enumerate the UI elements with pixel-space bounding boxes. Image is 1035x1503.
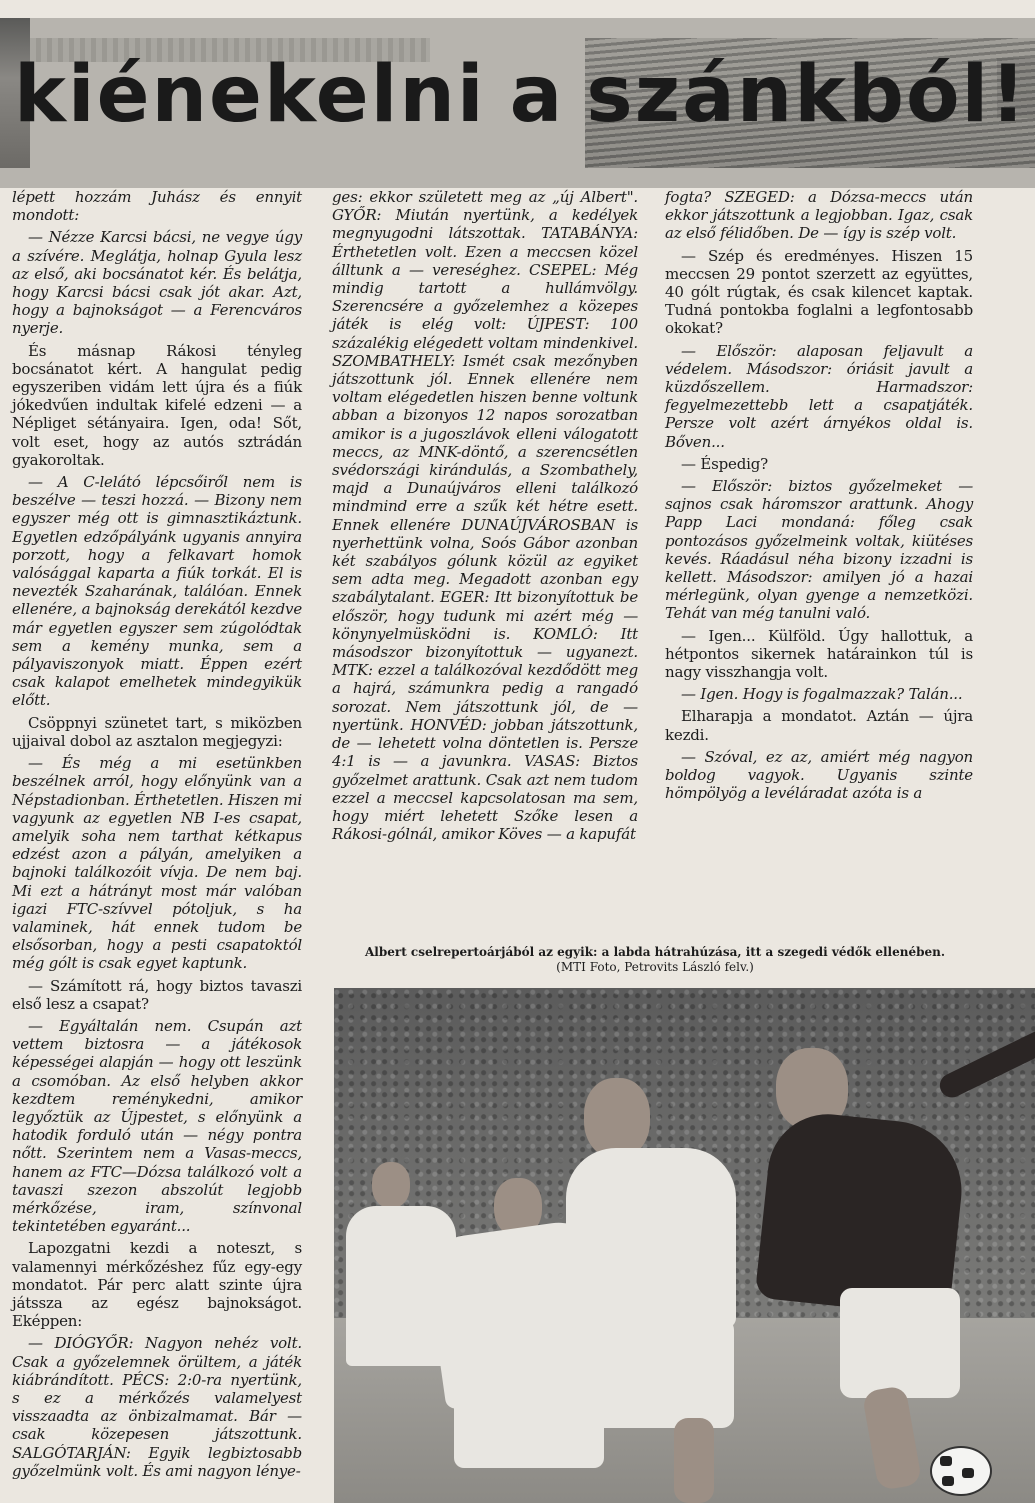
paragraph: — A C-lelátó lépcsőiről nem is beszélve — teszi hozzá. — Bizony nem egyszer még ott is gimnasztikáztunk. Egyetlen edzőpályánk ugyanis annyira porzott, hogy a felkavart homok valósággal kaparta a fiúk torkát. El is nevezték Szaharának, találóan. Ennek ellenére, a bajnokság derekától kezdve már egyetlen egyszer sem zúgolódtak sem a kemény munka, sem a pályaviszonyok miatt. Éppen ezért csak kalapot emelhetek mindegyikük előtt. bbox=[12, 473, 302, 710]
paragraph: lépett hozzám Juhász és ennyit mondott: bbox=[12, 188, 302, 225]
player-dark-shorts bbox=[840, 1288, 960, 1398]
player-white-2-head bbox=[584, 1078, 650, 1158]
paragraph: — Szóval, ez az, amiért még nagyon boldog vagyok. Ugyanis szinte hömpölyög a levéláradat azóta is a bbox=[665, 747, 973, 803]
player-white-1-shorts bbox=[454, 1378, 604, 1468]
player-white-2-leg bbox=[674, 1418, 714, 1503]
paragraph: — Szép és eredményes. Hiszen 15 meccsen 29 pontot szerzett az együttes, 40 gólt rúgtak, és csak kilencet kaptak. Tudná pontokba foglalni a legfontosabb okokat? bbox=[665, 246, 973, 338]
paragraph: — Nézze Karcsi bácsi, ne vegye úgy a szívére. Meglátja, holnap Gyula lesz az első, aki bocsánatot kér. És belátja, hogy Karcsi bácsi csak jót akar. Azt, hogy a bajnokságot — a Ferencváros nyerje. bbox=[12, 228, 302, 338]
article-column-2 bbox=[332, 188, 638, 847]
photo-credit: (MTI Foto, Petrovits László felv.) bbox=[556, 960, 754, 974]
player-white-2-shorts bbox=[584, 1318, 734, 1428]
paragraph: — És még a mi esetünkben beszélnek arról, hogy előnyünk van a Népstadionban. Érthetetlen. Hiszen mi vagyunk az egyetlen NB I-es csapat, amelyik soha nem tarthat kétkapus edzést azon a pályán, amelyiken a bajnoki találkozóit vívja. De nem baj. Mi ezt a hátrányt most már valóban igazi FTC-szívvel pótoljuk, s ha valaminek, hát ennek tudom be elsősorban, hogy a pesti csapatoktól még gólt is csak egyet kaptunk. bbox=[12, 754, 302, 973]
article-column-1 bbox=[12, 188, 302, 1484]
paragraph: — Éspedig? bbox=[681, 454, 768, 473]
ball-patch bbox=[942, 1476, 954, 1486]
paragraph: — Először: biztos győzelmeket — sajnos csak háromszor arattunk. Ahogy Papp Laci mondaná: főleg csak pontozásos győzelmeink voltak, kiütéses kevés. Ráadásul néha bizony izzadni is kellett. Másodszor: amilyen jó a hazai mérlegünk, olyan gyenge a nemzetközi. Tehát van még tanulni való. bbox=[665, 477, 973, 623]
paragraph: — Egyáltalán nem. Csupán azt vettem biztosra — a játékosok képességei alapján — hogy ott leszünk a csomóban. Az első helyben akkor kezdtem reménykedni, amikor legyőztük az Újpestet, s előnyünk a hatodik forduló után — négy pontra nőtt. Szerintem nem a Vasas-meccs, hanem az FTC—Dózsa találkozó volt a tavaszi szezon abszolút legjobb mérkőzése, iram, színvonal tekintetében egyaránt... bbox=[12, 1016, 302, 1236]
headline bbox=[0, 50, 1035, 140]
player-dark-shirt bbox=[755, 1108, 969, 1317]
headline-word-1: kiénekelni bbox=[14, 50, 486, 140]
paragraph: Lapozgatni kezdi a noteszt, s valamennyi mérkőzéshez fűz egy-egy mondatot. Pár perc alatt szinte újra játssza az egész bajnokságot. Eképpen: bbox=[12, 1239, 302, 1331]
headline-word-3: szánkból! bbox=[586, 50, 1028, 140]
paragraph: Csöppnyi szünetet tart, s miközben ujjaival dobol az asztalon megjegyzi: bbox=[12, 713, 302, 750]
paragraph: ges: ekkor született meg az „új Albert". GYŐR: Miután nyertünk, a kedélyek megnyugodni látszottak. TATABÁNYA: Érthetetlen volt. Ezen a meccsen közel álltunk a — vereséghez. CSEPEL: Még mindig tartott a hullámvölgy. Szerencsére a győzelemhez a közepes játék is elég volt: ÚJPEST: 100 százalékig elégedett voltam mindenkivel. SZOMBATHELY: Ismét csak mezőnyben játszottunk jól. Ennek ellenére nem voltam elégedetlen hiszen benne voltunk abban a bizonyos 12 napos sorozatban amikor is a jugoszlávok elleni válogatott meccs, az MNK-döntő, a szerencsétlen svédországi kirándulás, a Szombathely, majd a Dunaújváros elleni találkozó mindmind erre a szűk két hétre esett. Ennek ellenére DUNAÚJVÁROSBAN is nyerhettünk volna, Soós Gábor azonban két szabályos gólunk közül az egyiket sem adta meg. Megadott azonban egy szabálytalant. EGER: Itt bizonyítottuk be először, hogy tudunk mi azért még — könynyelmüsködni is. KOMLÓ: Itt másodszor bizonyítottuk — ugyanezt. MTK: ezzel a találkozóval kezdődött meg a hajrá, számunkra pedig a rangadó sorozat. Nem játszottunk jól, de — nyertünk. HONVÉD: jobban játszottunk, de — lehetett volna döntetlen is. Persze 4:1 is — a javunkra. VASAS: Biztos győzelmet arattunk. Csak azt nem tudom ezzel a meccsel kapcsolatosan ma sem, hogy miért lehetett Szőke lesen a Rákosi-gólnál, amikor Köves — a kapufát bbox=[332, 188, 638, 844]
caption-text: Albert cselrepertoárjából az egyik: a labda hátrahúzása, itt a szegedi védők ellenében. bbox=[364, 945, 946, 959]
player-background-head bbox=[372, 1162, 410, 1208]
photo-caption bbox=[330, 945, 980, 975]
football bbox=[930, 1446, 992, 1496]
paragraph: — Igen... Külföld. Úgy hallottuk, a hétpontos sikernek határainkon túl is nagy visszhangja volt. bbox=[665, 626, 973, 682]
paragraph: — DIÓGYŐR: Nagyon nehéz volt. Csak a győzelemnek örültem, a játék kiábrándított. PÉCS: 2:0-ra nyertünk, s ez a mérkőzés valamelyest visszaadta az önbizalmamat. Bár — csak közepesen játszottunk. SALGÓTARJÁN: Egyik legbiztosabb győzelmünk volt. És ami nagyon lénye- bbox=[12, 1334, 302, 1480]
headline-word-2: a bbox=[509, 50, 565, 140]
football-photo bbox=[334, 988, 1035, 1503]
article-column-3 bbox=[665, 188, 973, 807]
ball-patch bbox=[962, 1468, 974, 1478]
paragraph: Elharapja a mondatot. Aztán — újra kezdi. bbox=[665, 707, 973, 744]
paragraph: — Számított rá, hogy biztos tavaszi első lesz a csapat? bbox=[12, 976, 302, 1013]
paragraph: fogta? SZEGED: a Dózsa-meccs után ekkor játszottunk a legjobban. Igaz, csak az első félidőben. De — így is szép volt. bbox=[665, 188, 973, 243]
player-white-2-shirt bbox=[566, 1148, 736, 1328]
ball-patch bbox=[940, 1456, 952, 1466]
paragraph: És másnap Rákosi tényleg bocsánatot kért. A hangulat pedig egyszeriben vidám lett újra és a fiúk jókedvűen indultak kifelé edzeni — a Népliget sétányaira. Igen, oda! Sőt, volt eset, hogy az autós sztrádán gyakoroltak. bbox=[12, 341, 302, 469]
paragraph: — Először: alaposan feljavult a védelem. Másodszor: óriásit javult a küzdőszellem. Harmadszor: fegyelmezettebb lett a csapatjáték. Persze volt azért árnyékos oldal is. Bőven... bbox=[665, 341, 973, 451]
paragraph: — Igen. Hogy is fogalmazzak? Talán... bbox=[681, 685, 963, 704]
